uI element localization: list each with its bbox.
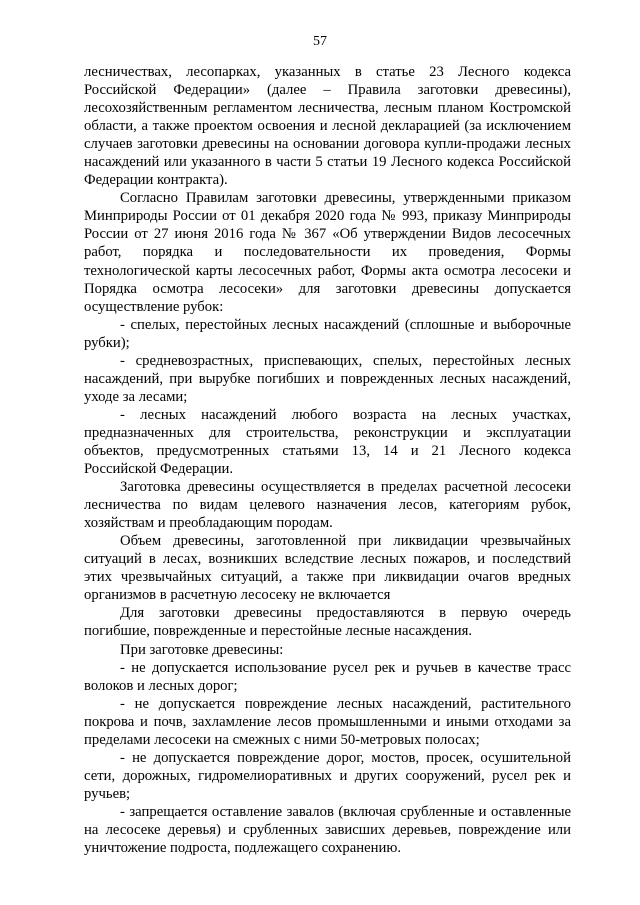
paragraph-harvest-limits: Заготовка древесины осуществляется в пределах расчетной лесосеки лесничества по видам целевого назначения лесов, категориям рубок, хозяйствам и преобладающим породам. [84, 479, 571, 532]
list-item-mature-stands: - спелых, перестойных лесных насаждений (сплошные и выборочные рубки); [84, 316, 571, 351]
paragraph-harvest-conditions-heading: При заготовке древесины: [120, 641, 284, 658]
list-item-infrastructure-damage: - не допускается повреждение дорог, мостов, просек, осушительной сети, дорожных, гидромелиоративных и других сооружений, русел рек и ручьев; [84, 749, 571, 802]
list-item-vegetation-damage: - не допускается повреждение лесных насаждений, растительного покрова и почв, захламление лесов промышленными и иными отходами за пределами лесосеки на смежных с ними 50-метровых полосах; [84, 695, 571, 748]
list-item-river-beds: - не допускается использование русел рек и ручьев в качестве трасс волоков и лесных дорог; [84, 659, 571, 694]
paragraph-rules-reference: Согласно Правилам заготовки древесины, утвержденными приказом Минприроды России от 01 декабря 2020 года № 993, приказу Минприроды России от 27 июня 2016 года № 367 «Об утверждении Видов лесосечных работ, порядка и последовательности их проведения, Формы технологической карты лесосечных работ, Формы акта осмотра лесосеки и Порядка осмотра лесосеки» для заготовки древесины допускается осуществление рубок: [84, 190, 571, 315]
page-number: 57 [313, 34, 327, 49]
list-item-any-age-stands: - лесных насаждений любого возраста на лесных участках, предназначенных для строительства, реконструкции и эксплуатации объектов, предусмотренных статьями 13, 14 и 21 Лесного кодекса Российской Федерации. [84, 406, 571, 478]
paragraph-continuation: лесничествах, лесопарках, указанных в статье 23 Лесного кодекса Российской Федерации» (далее – Правила заготовки древесины), лесохозяйственным регламентом лесничества, лесным планом Костромской области, а также проектом освоения и лесной декларацией (за исключением случаев заготовки древесины на основании договора купли-продажи лесных насаждений или указанного в части 5 статьи 19 Лесного кодекса Российской Федерации контракта). [84, 64, 571, 189]
list-item-middle-aged-stands: - средневозрастных, приспевающих, спелых, перестойных лесных насаждений, при вырубке погибших и поврежденных лесных насаждений, уходе за лесами; [84, 352, 571, 405]
paragraph-emergency-volume: Объем древесины, заготовленной при ликвидации чрезвычайных ситуаций в лесах, возникших вследствие лесных пожаров, и последствий этих чрезвычайных ситуаций, а также при ликвидации очагов вредных организмов в расчетную лесосеку не включается [84, 533, 571, 604]
list-item-debris-prohibition: - запрещается оставление завалов (включая срубленные и оставленные на лесосеке деревья) и срубленных зависших деревьев, повреждение или уничтожение подроста, подлежащего сохранению. [84, 803, 571, 857]
document-body [84, 63, 571, 857]
paragraph-priority-stands: Для заготовки древесины предоставляются в первую очередь погибшие, поврежденные и перестойные лесные насаждения. [84, 605, 571, 640]
